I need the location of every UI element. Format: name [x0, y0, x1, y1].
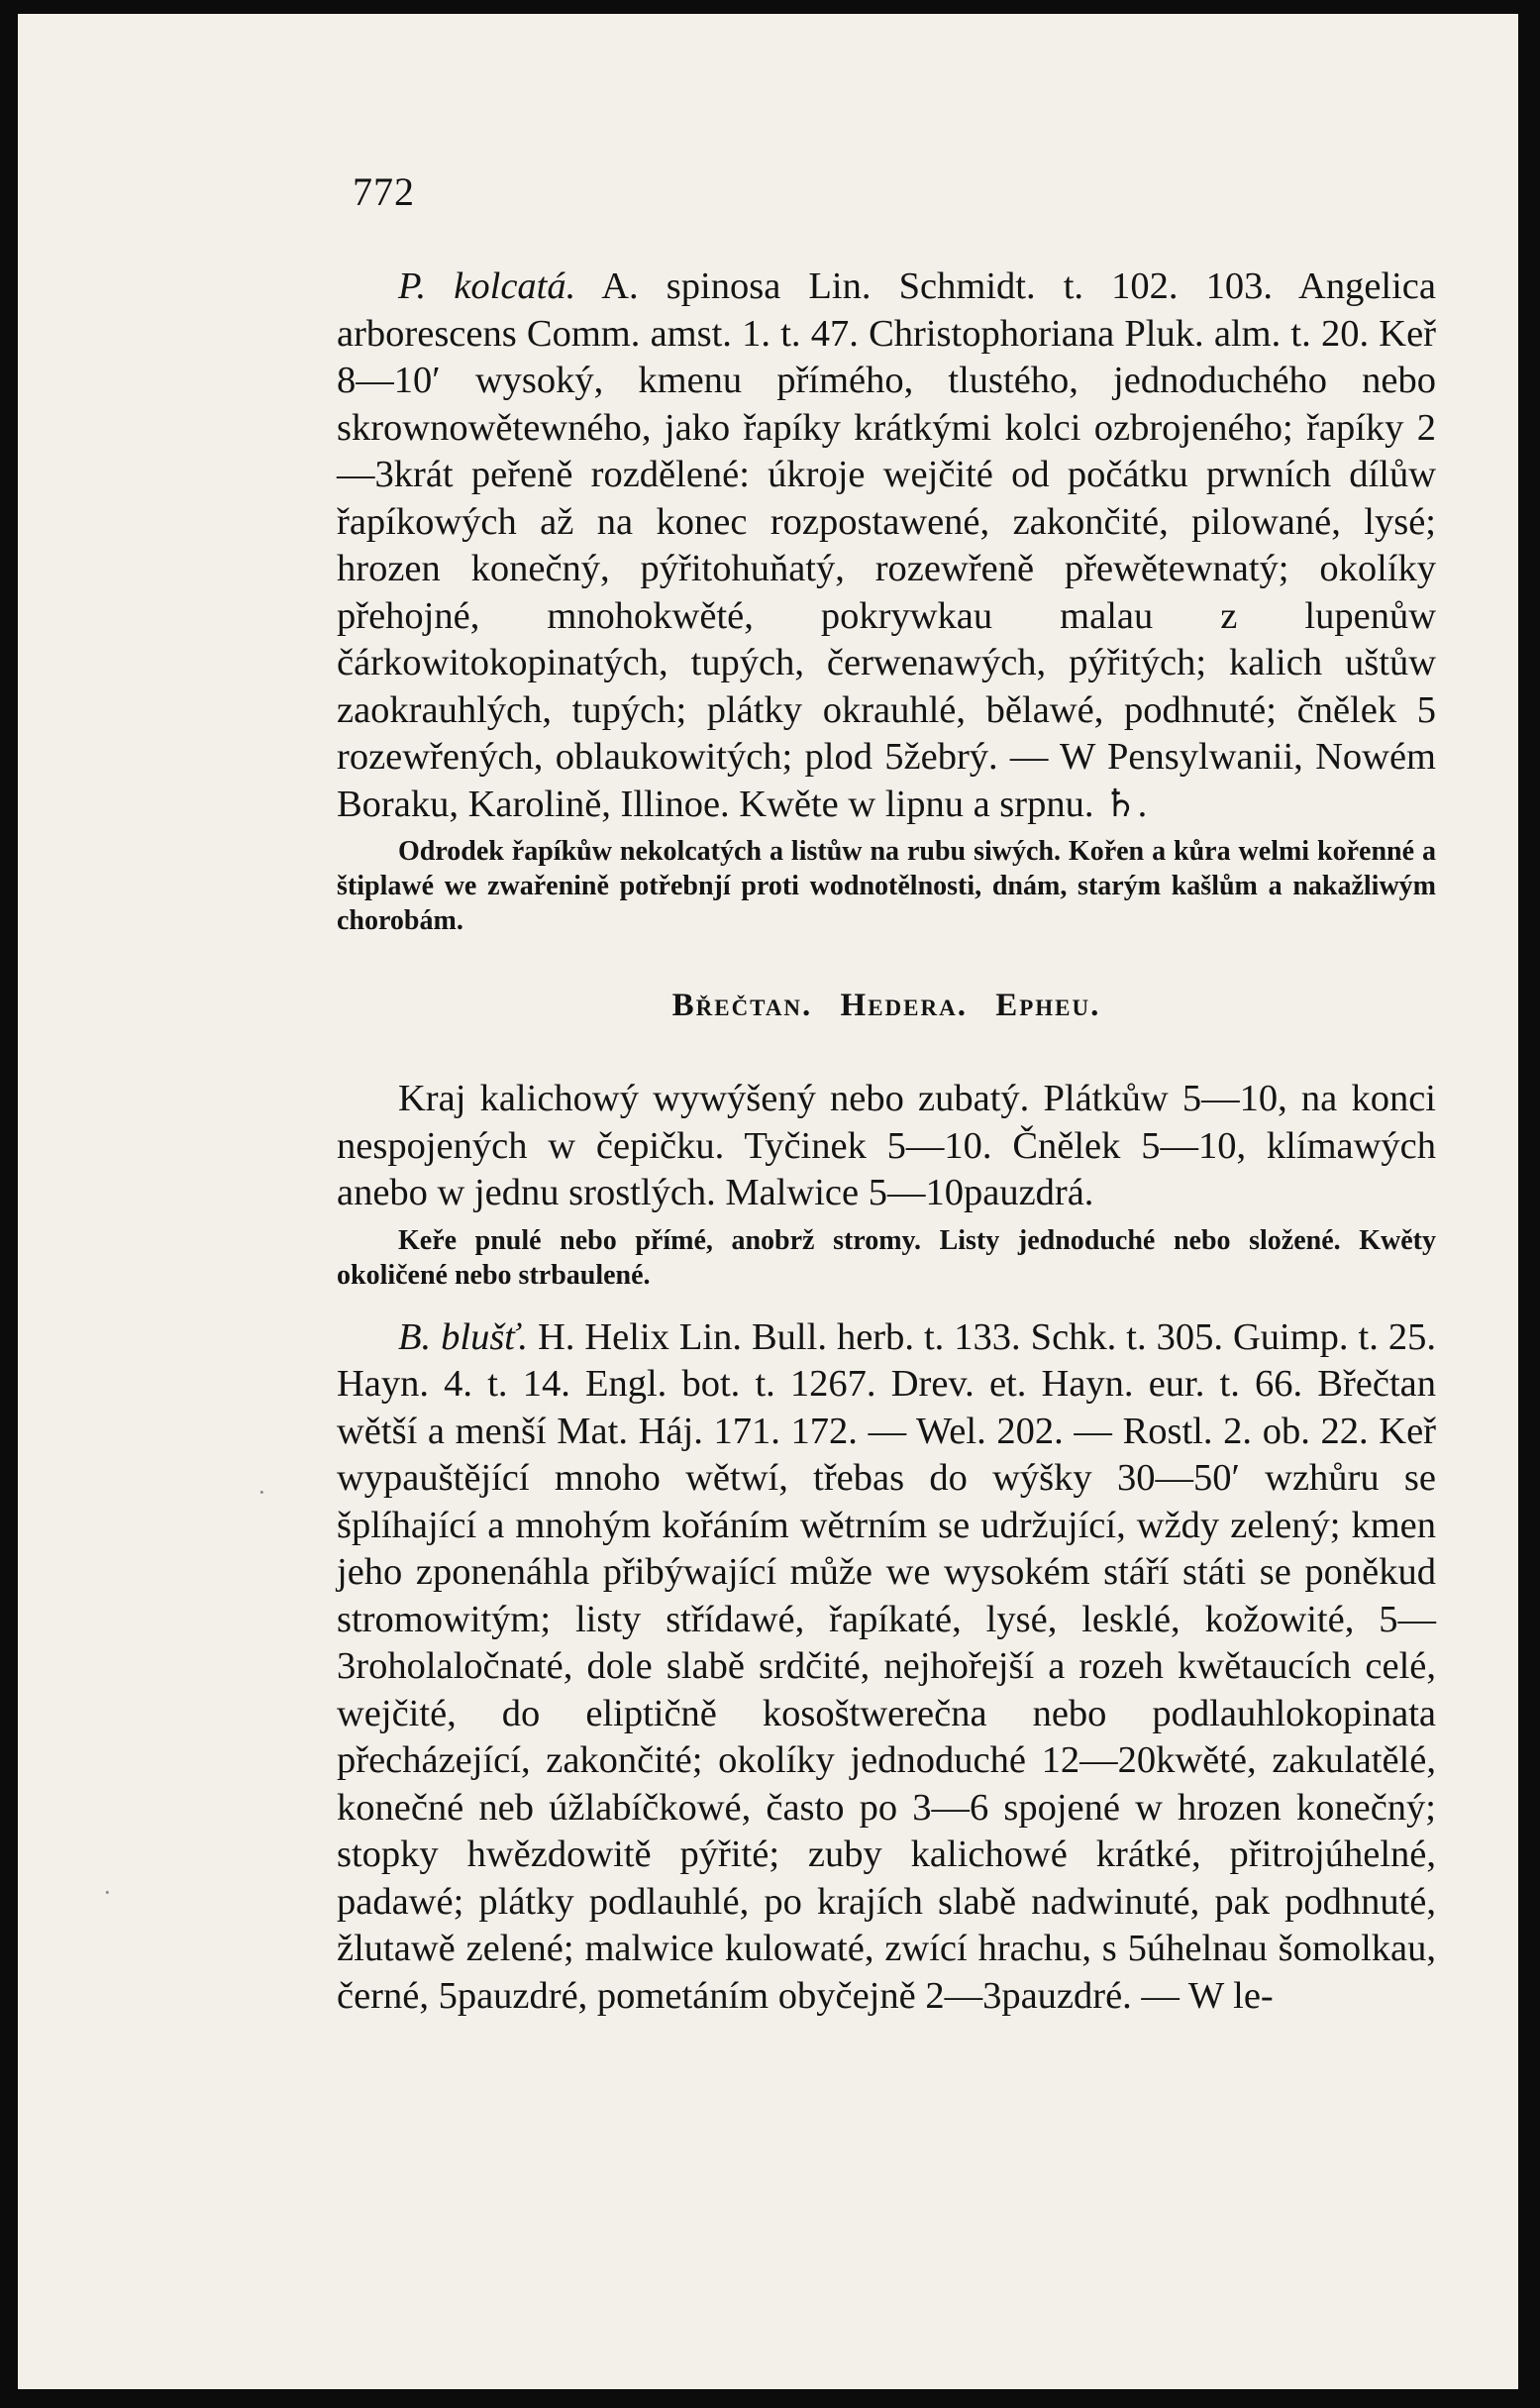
genus-description: Kraj kalichowý wywýšený nebo zubatý. Plátkůw 5—10, na konci nespojených w čepičku. Tyčinek 5—10. Čnělek 5—10, klímawých anebo w jednu srostlých. Malwice 5—10pauzdrá.: [337, 1078, 1436, 1213]
margin-speck: ·: [103, 1878, 112, 1907]
species-name: P. kolcatá.: [398, 265, 576, 307]
page-number: 772: [353, 169, 415, 214]
genus-note: Keře pnulé nebo přímé, anobrž stromy. Listy jednoduché nebo složené. Kwěty okoličené nebo strbaulené.: [337, 1224, 1436, 1291]
species-description: A. spinosa Lin. Schmidt. t. 102. 103. Angelica arborescens Comm. amst. 1. t. 47. Christophoriana Pluk. alm. t. 20. Keř 8—10′ wysoký, kmenu přímého, tlustého, jednoduchého nebo skrownowětewného, jako řapíky krátkými kolci ozbrojeného; řapíky 2—3krát peřeně rozdělené: úkroje wejčité od počátku prwních dílůw řapíkowých až na konec rozpostawené, zakončité, pilowané, lysé; hrozen konečný, pýřitohuňatý, rozewřeně přewětewnatý; okolíky přehojné, mnohokwěté, pokrywkau malau z lupenůw čárkowitokopinatých, tupých, čerwenawých, pýřitých; kalich uštůw zaokrauhlých, tupých; plátky okrauhlé, bělawé, podhnuté; čnělek 5 rozewřených, oblaukowitých; plod 5žebrý. — W Pensylwanii, Nowém Boraku, Karolině, Illinoe. Kwěte w lipnu a srpnu. ♄.: [337, 265, 1436, 825]
species-name: B. blušť.: [398, 1315, 528, 1358]
species-entry-blust: [337, 1314, 1436, 2021]
page-content: [337, 169, 1436, 2020]
book-page: [18, 14, 1518, 2389]
variety-note: Odrodek řapíkůw nekolcatých a listůw na rubu siwých. Kořen a kůra welmi kořenné a štiplawé we zwařenině potřebnjí proti wodnotělnosti, dnám, starým kašlům a nakažliwým chorobám.: [337, 836, 1436, 936]
species-entry-kolcata: [337, 263, 1436, 828]
margin-speck: ·: [257, 1478, 266, 1507]
species-description: H. Helix Lin. Bull. herb. t. 133. Schk. t. 305. Guimp. t. 25. Hayn. 4. t. 14. Engl. bot. t. 1267. Drev. et. Hayn. eur. t. 66. Břečtan wětší a menší Mat. Háj. 171. 172. — Wel. 202. — Rostl. 2. ob. 22. Keř wypauštějící mnoho wětwí, třebas do wýšky 30—50′ wzhůru se šplíhající a mnohým kořáním wětrním se udržující, wždy zelený; kmen jeho zponenáhla přibýwající může we wysokém stáří státi se poněkud stromowitým; listy střídawé, řapíkaté, lysé, lesklé, kožowité, 5—3roholaločnaté, dole slabě srdčité, nejhořejší a rozeh kwětaucích celé, wejčité, do eliptičně kosoštwerečna nebo podlauhlokopinata přecházející, zakončité; okolíky jednoduché 12—20kwěté, zakulatělé, konečné neb úžlabíčkowé, často po 3—6 spojené w hrozen konečný; stopky hwězdowitě pýřité; zuby kalichowé krátké, přitrojúhelné, padawé; plátky podlauhlé, po krajích slabě nadwinuté, pak podhnuté, žlutawě zelené; malwice kulowaté, zwící hrachu, s 5úhelnau šomolkau, černé, 5pauzdré, pometáním obyčejně 2—3pauzdré. — W le-: [337, 1315, 1436, 2017]
genus-heading: Břečtan. Hedera. Epheu.: [671, 988, 1101, 1023]
